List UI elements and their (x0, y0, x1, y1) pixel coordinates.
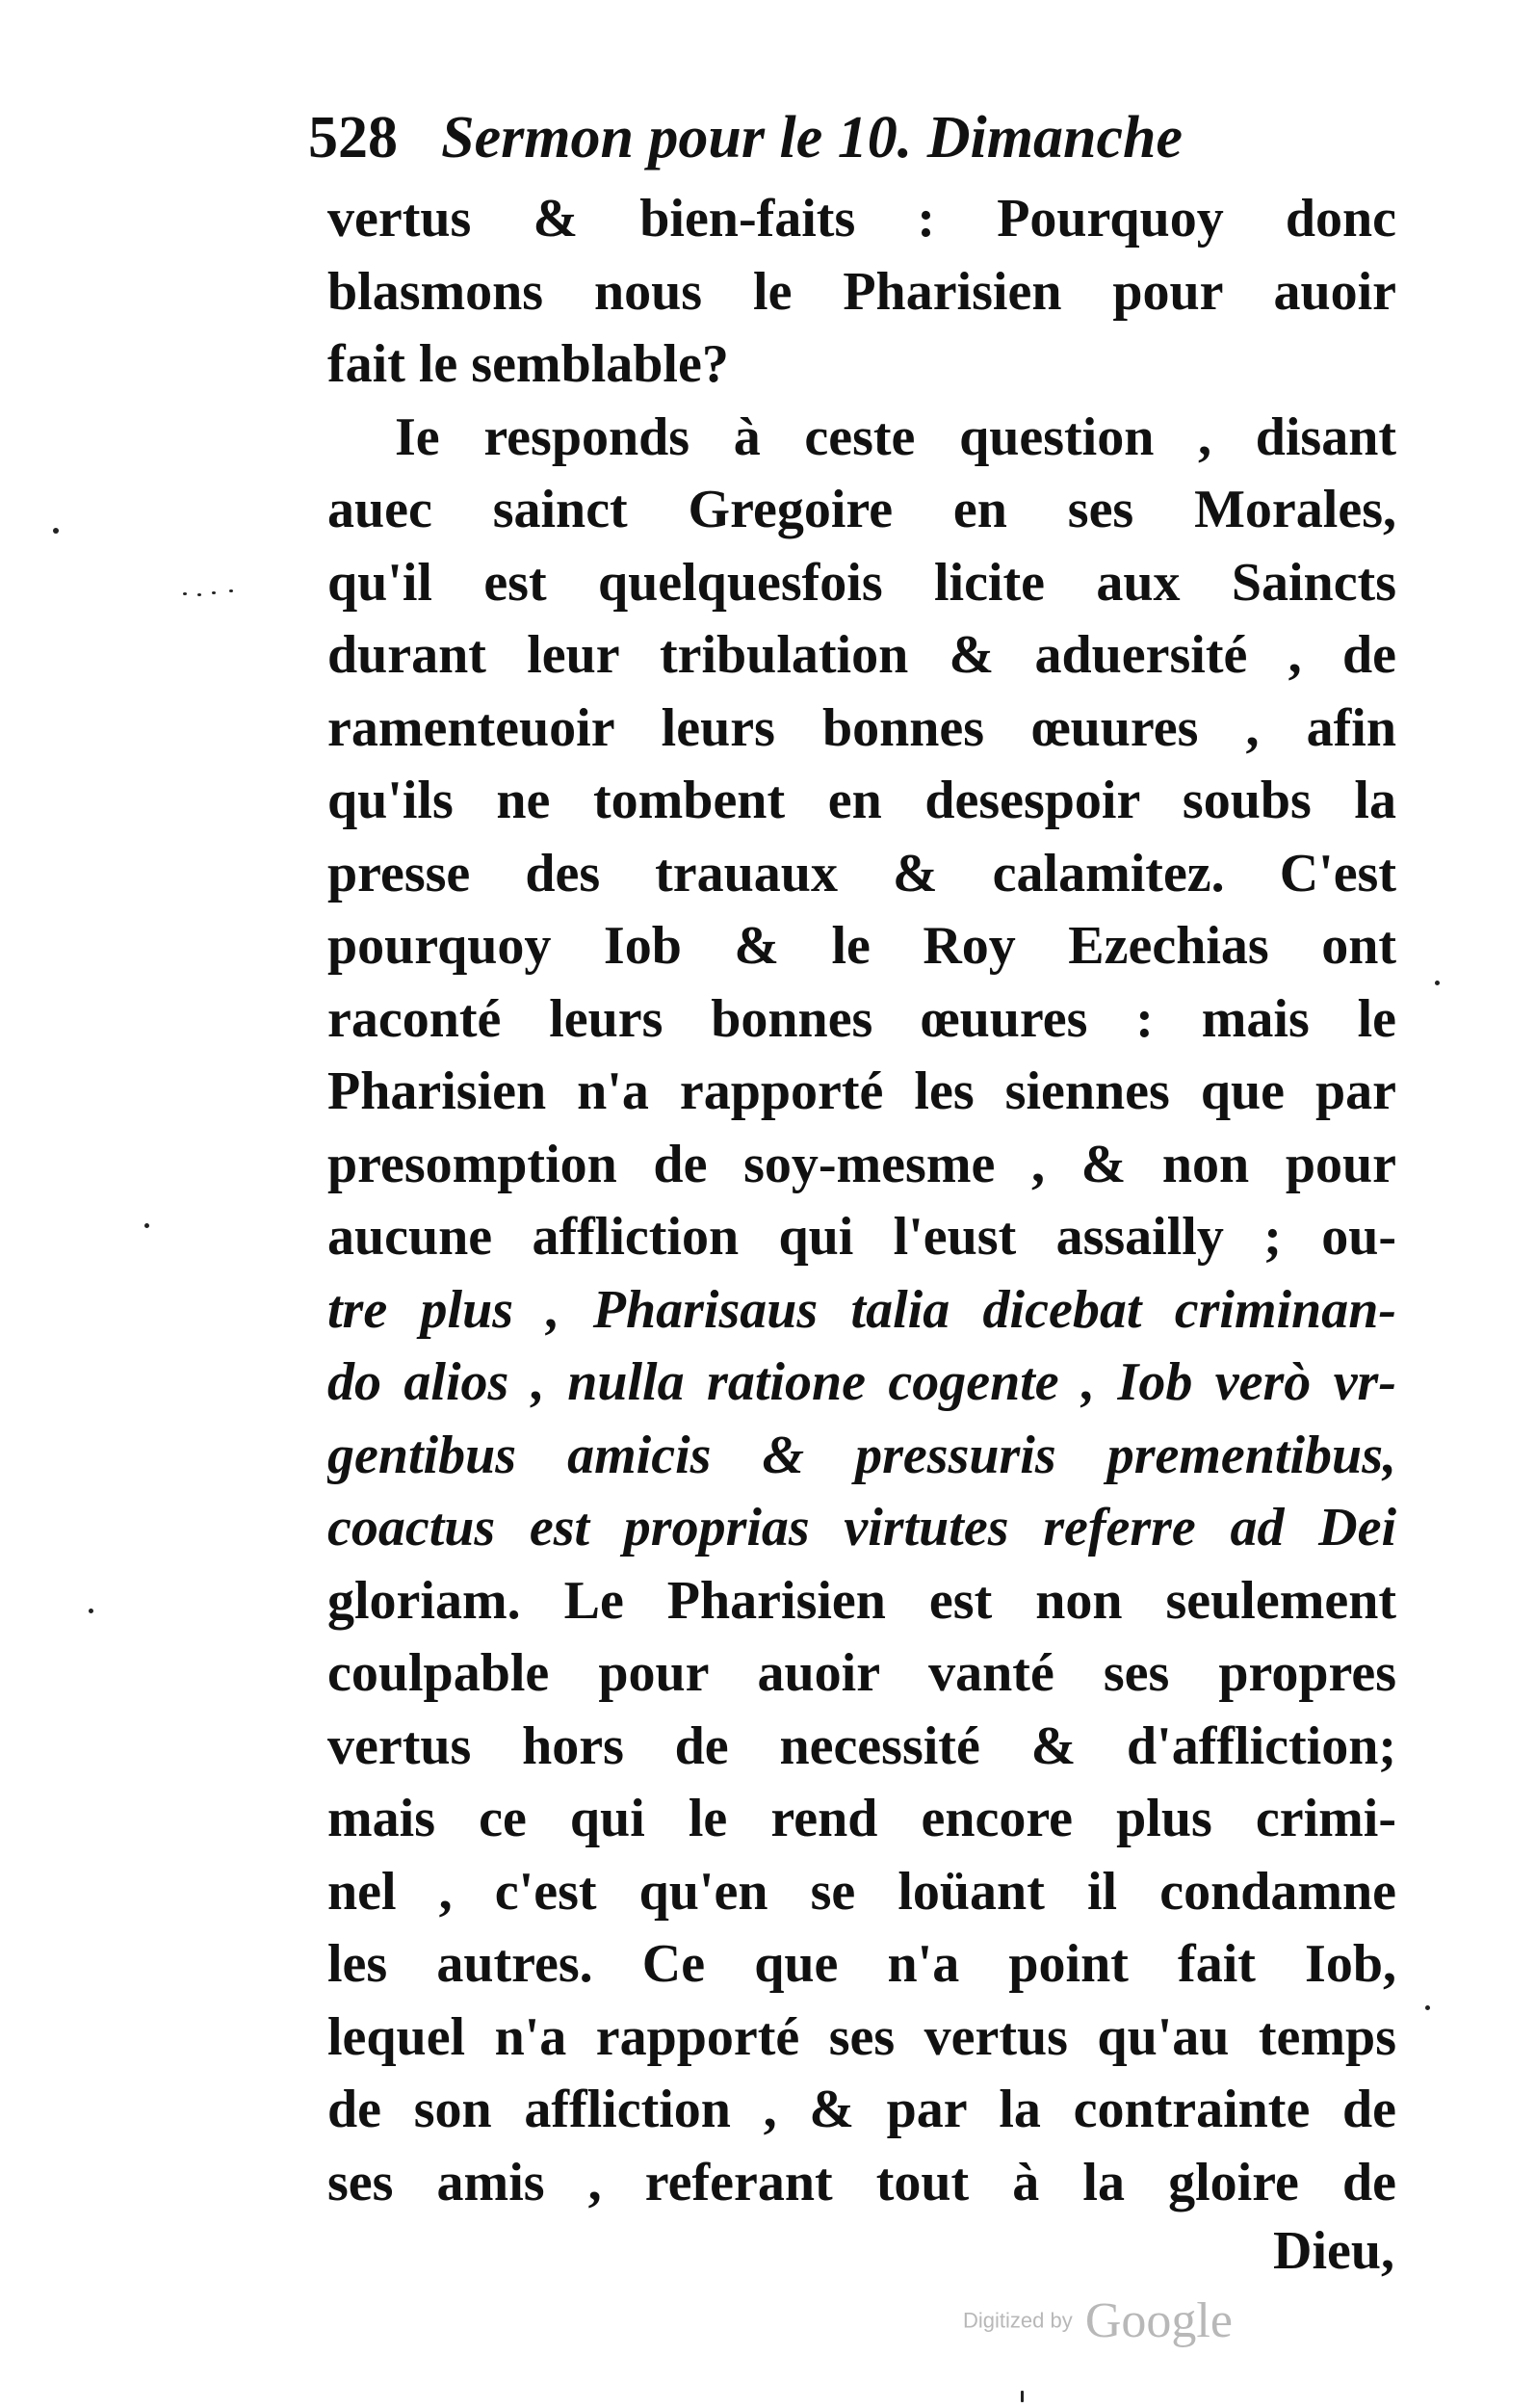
text-line: presomption de soy-mesme , & non pour (327, 1134, 1396, 1194)
text-line: blasmons nous le Pharisien pour auoir (327, 261, 1396, 322)
text-line: Ie responds à ceste question , disant (395, 406, 1396, 467)
page-header (308, 104, 1377, 181)
text-line: durant leur tribulation & aduersité , de (327, 625, 1396, 685)
text-line: gloriam. Le Pharisien est non seulement (327, 1570, 1396, 1631)
scan-speck (212, 591, 216, 594)
scan-speck (229, 589, 233, 592)
body-text (327, 183, 1396, 2219)
catchword: Dieu, (1273, 2221, 1394, 2281)
scan-speck (1021, 2391, 1024, 2402)
text-line: ramenteuoir leurs bonnes œuures , afin (327, 697, 1396, 758)
digitized-watermark (963, 2292, 1233, 2349)
text-line: pourquoy Iob & le Roy Ezechias ont (327, 916, 1396, 976)
text-line-latin: tre plus , Pharisaus talia dicebat criminan- (327, 1279, 1396, 1340)
scan-speck (183, 592, 187, 595)
scan-speck (197, 593, 201, 596)
text-line: Pharisien n'a rapporté les siennes que par (327, 1061, 1396, 1121)
text-line: qu'ils ne tombent en desespoir soubs la (327, 771, 1396, 830)
text-line: presse des trauaux & calamitez. C'est (327, 843, 1396, 903)
scan-speck (1425, 2005, 1430, 2010)
text-line: coulpable pour auoir vanté ses propres (327, 1643, 1396, 1703)
text-line: mais ce qui le rend encore plus crimi- (327, 1789, 1396, 1848)
text-line: fait le semblable? (327, 334, 729, 394)
text-line: ses amis , referant tout à la gloire de (327, 2152, 1396, 2212)
running-title: Sermon pour le 10. Dimanche (441, 105, 1184, 170)
text-line: de son affliction , & par la contrainte de (327, 2080, 1396, 2139)
text-line: qu'il est quelquesfois licite aux Saincts (327, 552, 1396, 613)
text-line: nel , c'est qu'en se loüant il condamne (327, 1861, 1396, 1922)
text-line: raconté leurs bonnes œuures : mais le (327, 988, 1396, 1049)
text-line-latin: do alios , nulla ratione cogente , Iob verò vr- (327, 1352, 1396, 1412)
text-line: lequel n'a rapporté ses vertus qu'au temps (327, 2006, 1396, 2067)
scan-speck (144, 1223, 149, 1228)
text-line-latin: gentibus amicis & pressuris prementibus, (327, 1425, 1396, 1485)
watermark-brand: Google (1084, 2293, 1233, 2348)
watermark-prefix: Digitized by (963, 2308, 1073, 2333)
page-number: 528 (308, 105, 398, 170)
text-line: les autres. Ce que n'a point fait Iob, (327, 1934, 1396, 1994)
scan-speck (53, 528, 59, 534)
scan-speck (89, 1609, 93, 1613)
text-line: vertus hors de necessité & d'affliction; (327, 1715, 1396, 1776)
text-line: vertus & bien-faits : Pourquoy donc (327, 189, 1396, 249)
text-line: auec sainct Gregoire en ses Morales, (327, 480, 1396, 539)
scan-speck (1435, 981, 1440, 985)
text-line-latin: coactus est proprias virtutes referre ad Dei (327, 1498, 1396, 1557)
text-line: aucune affliction qui l'eust assailly ; ou- (327, 1207, 1396, 1267)
